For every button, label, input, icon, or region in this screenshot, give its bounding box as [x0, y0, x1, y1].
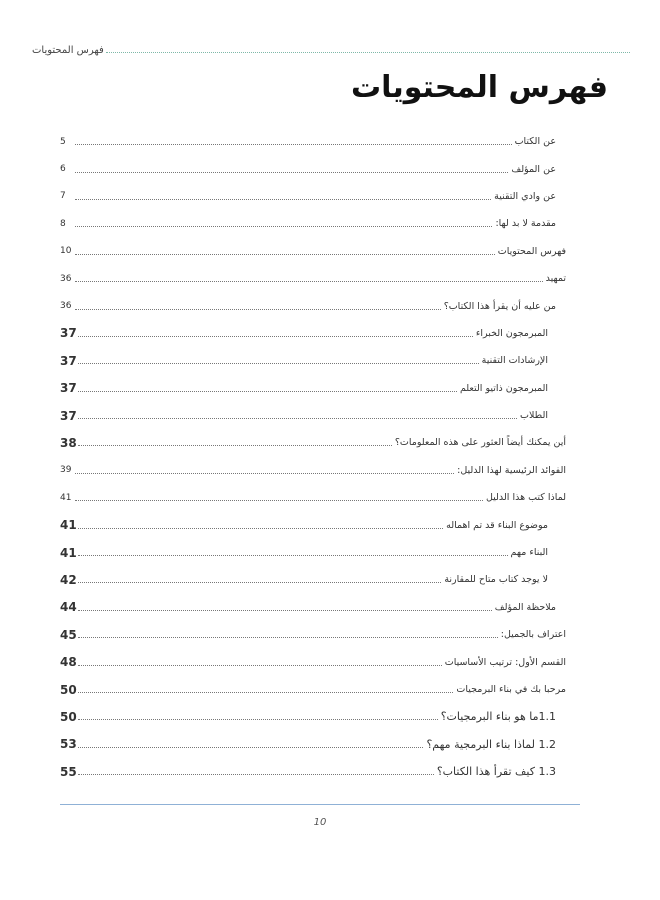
toc-entry[interactable] [60, 292, 566, 319]
toc-entry[interactable] [60, 347, 566, 374]
dot-leader [78, 391, 457, 392]
toc-entry-page: 48 [60, 655, 77, 670]
toc-entry-page: 39 [60, 465, 72, 476]
toc-entry[interactable] [60, 210, 566, 237]
toc-entry[interactable] [60, 238, 566, 265]
toc-entry-page: 38 [60, 435, 77, 450]
toc-entry-page: 45 [60, 627, 77, 642]
toc-entry-title: عن الكتاب [514, 136, 556, 148]
dot-leader [75, 226, 492, 227]
toc-entry[interactable] [60, 155, 566, 182]
dot-leader [75, 254, 495, 255]
toc-entry-page: 53 [60, 737, 77, 752]
toc-entry[interactable] [60, 566, 566, 593]
toc-entry[interactable] [60, 676, 566, 703]
toc-entry[interactable] [60, 539, 566, 566]
toc-entry-title: عن وادي التقنية [494, 190, 556, 202]
toc-entry-title: الإرشادات التقنية [481, 355, 548, 367]
page-number: 10 [313, 817, 327, 828]
toc-entry[interactable] [60, 511, 566, 538]
toc-entry-title: 1.1ما هو بناء البرمجيات؟ [440, 710, 556, 724]
toc-entry-page: 41 [60, 545, 77, 560]
dot-leader [75, 199, 491, 200]
toc-entry-title: عن المؤلف [511, 163, 556, 175]
toc-entry-title: لماذا كتب هذا الدليل [485, 492, 566, 504]
dot-leader [75, 309, 441, 310]
toc-entry[interactable] [60, 594, 566, 621]
dot-leader [75, 281, 543, 282]
toc-entry-page: 37 [60, 381, 77, 396]
dot-leader [78, 719, 438, 720]
dot-leader [78, 665, 442, 666]
toc-entry[interactable] [60, 402, 566, 429]
toc-entry-page: 55 [60, 764, 77, 779]
running-header [32, 40, 630, 56]
toc-entry-title: المبرمجون ذاتيو التعلم [459, 382, 548, 394]
running-header-title: فهرس المحتويات [32, 45, 104, 56]
toc-entry-title: القسم الأول: ترتيب الأساسيات [444, 656, 566, 668]
toc-entry-title: من عليه أن يقرأ هذا الكتاب؟ [443, 300, 556, 312]
toc-entry-page: 36 [60, 301, 72, 312]
toc-entry-page: 7 [60, 191, 66, 202]
toc-entry[interactable] [60, 375, 566, 402]
toc-entry-title: مقدمة لا بد لها: [495, 218, 556, 230]
toc-entry-title: 1.2 لماذا بناء البرمجية مهم؟ [426, 737, 556, 751]
toc-entry[interactable] [60, 703, 566, 730]
dot-leader [78, 692, 454, 693]
toc-entry-page: 8 [60, 218, 66, 229]
toc-entry-page: 37 [60, 353, 77, 368]
dot-leader [78, 774, 434, 775]
toc-entry-title: تمهيد [545, 273, 566, 285]
toc-entry[interactable] [60, 731, 566, 758]
toc-entry-title: ملاحظة المؤلف [494, 601, 556, 613]
table-of-contents [60, 128, 566, 785]
toc-entry-title: أين يمكنك أيضاً العثور على هذه المعلومات؟ [394, 437, 566, 449]
toc-entry[interactable] [60, 484, 566, 511]
dot-leader [78, 336, 473, 337]
dot-leader [78, 445, 392, 446]
dot-leader [78, 528, 443, 529]
toc-entry-page: 42 [60, 572, 77, 587]
toc-entry-page: 41 [60, 518, 77, 533]
toc-entry-page: 36 [60, 273, 72, 284]
toc-entry[interactable] [60, 457, 566, 484]
toc-entry-page: 37 [60, 408, 77, 423]
toc-entry-title: المبرمجون الخبراء [475, 327, 548, 339]
toc-entry-page: 50 [60, 682, 77, 697]
toc-entry-page: 6 [60, 164, 66, 175]
toc-entry-page: 5 [60, 136, 66, 147]
dot-leader [78, 582, 442, 583]
toc-entry-title: البناء مهم [510, 547, 548, 559]
toc-entry-title: فهرس المحتويات [497, 245, 566, 257]
dot-leader [78, 747, 424, 748]
toc-entry[interactable] [60, 648, 566, 675]
toc-entry-page: 44 [60, 600, 77, 615]
footer-divider [60, 804, 580, 805]
toc-entry-page: 50 [60, 709, 77, 724]
toc-entry-title: الفوائد الرئيسية لهذا الدليل: [457, 464, 566, 476]
toc-entry-title: مرحبا بك في بناء البرمجيات [456, 684, 566, 695]
toc-entry-page: 10 [60, 246, 72, 257]
toc-entry[interactable] [60, 183, 566, 210]
toc-entry[interactable] [60, 265, 566, 292]
toc-entry[interactable] [60, 320, 566, 347]
dot-leader [75, 144, 512, 145]
toc-entry[interactable] [60, 758, 566, 785]
toc-entry[interactable] [60, 621, 566, 648]
dot-leader [78, 555, 508, 556]
page-title: فهرس المحتويات [351, 70, 608, 105]
toc-entry-title: 1.3 كيف تقرأ هذا الكتاب؟ [436, 765, 556, 779]
dot-leader [78, 610, 492, 611]
dot-leader [78, 418, 517, 419]
dot-leader [75, 172, 508, 173]
toc-entry[interactable] [60, 128, 566, 155]
dot-leader [75, 500, 483, 501]
dot-leader [75, 473, 454, 474]
header-divider [106, 52, 630, 53]
dot-leader [78, 637, 498, 638]
toc-entry-title: اعتراف بالجميل: [500, 629, 566, 641]
toc-entry-title: موضوع البناء قد تم اهماله [446, 519, 548, 531]
toc-entry-page: 37 [60, 326, 77, 341]
toc-entry-page: 41 [60, 492, 72, 503]
toc-entry[interactable] [60, 429, 566, 456]
toc-entry-title: لا يوجد كتاب متاح للمقارنة [444, 574, 548, 586]
toc-entry-title: الطلاب [520, 410, 548, 422]
dot-leader [78, 363, 479, 364]
